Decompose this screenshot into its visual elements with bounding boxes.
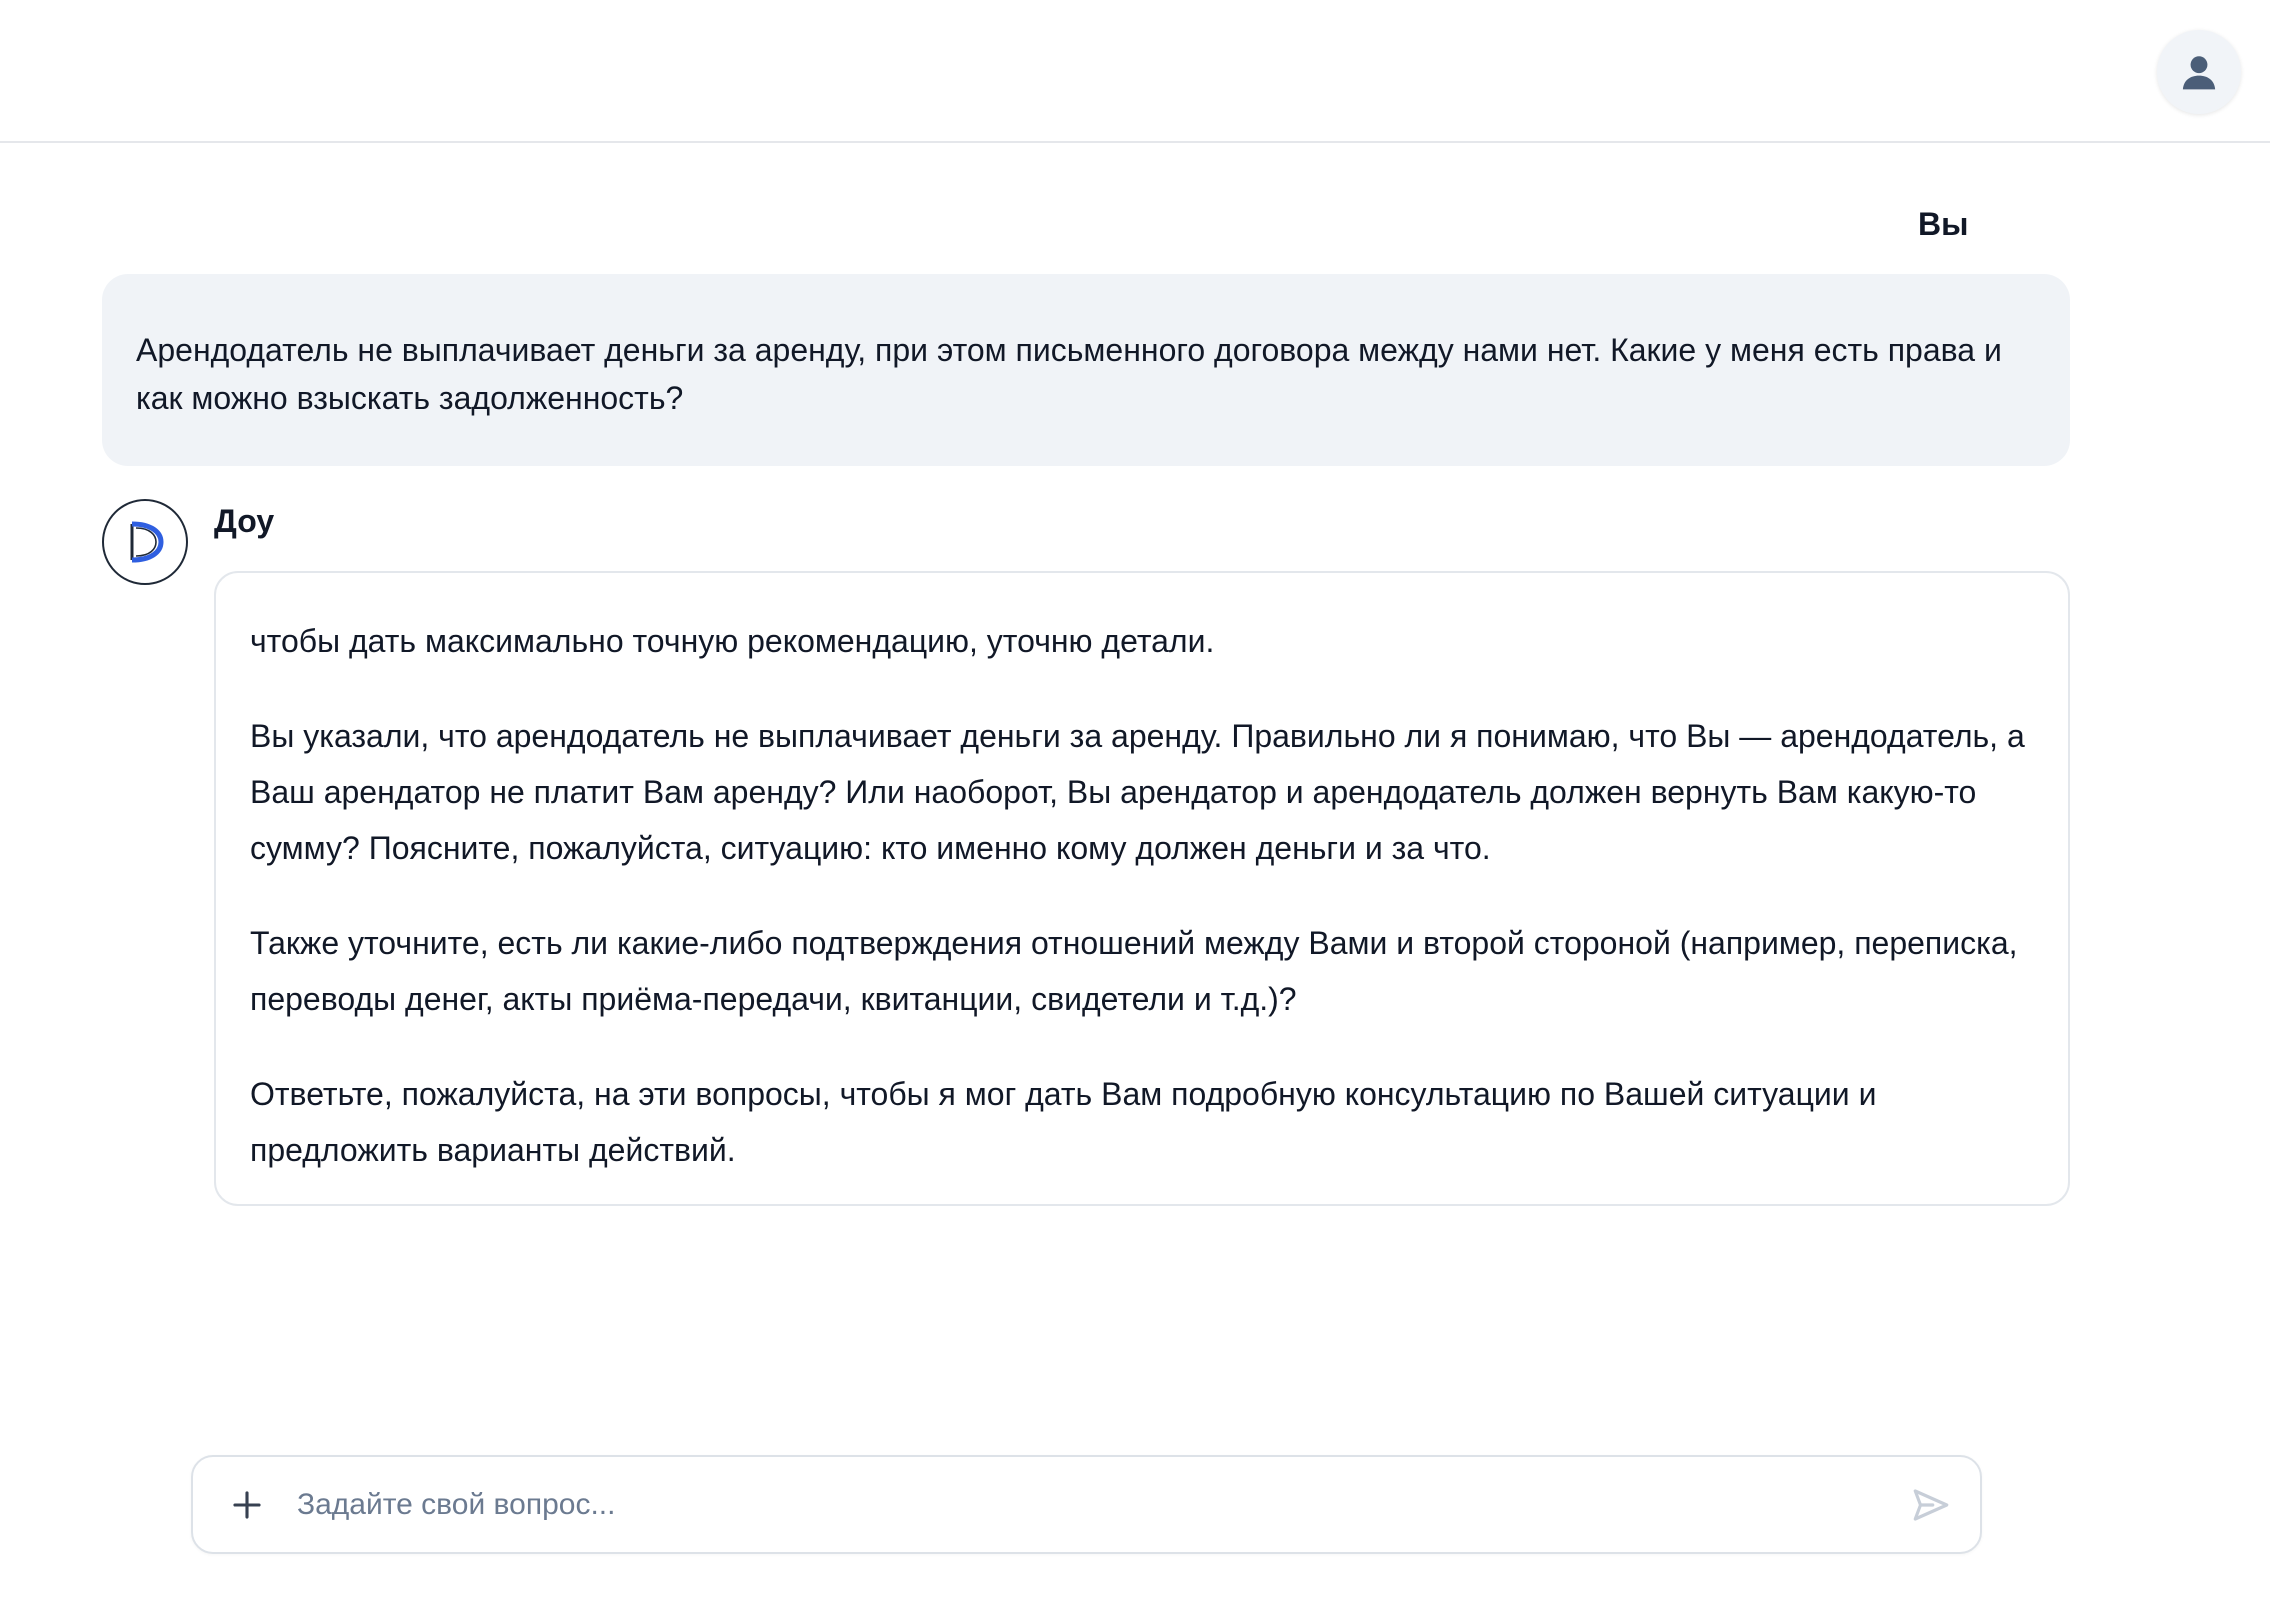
user-author-label: Вы <box>1918 206 1969 242</box>
top-bar <box>0 0 2270 143</box>
message-composer <box>191 1455 1982 1554</box>
attach-button[interactable] <box>223 1481 271 1529</box>
assistant-paragraph: Вы указали, что арендодатель не выплачивает деньги за аренду. Правильно ли я понимаю, что Вы — арендодатель, а Ваш арендатор не платит Вам аренду? Или наоборот, Вы арендатор и арендодатель должен вернуть Вам какую-то сумму? Поясните, пожалуйста, ситуацию: кто именно кому должен деньги и за что. <box>250 718 2025 866</box>
assistant-author-label: Доу <box>214 503 275 539</box>
brand-logo-icon <box>119 516 171 568</box>
question-input[interactable] <box>297 1479 1857 1531</box>
plus-icon <box>230 1488 264 1522</box>
assistant-message-bubble <box>214 571 2070 1206</box>
send-button[interactable] <box>1905 1479 1957 1531</box>
assistant-avatar <box>102 499 188 585</box>
user-message-text: Арендодатель не выплачивает деньги за аренду, при этом письменного договора между нами нет. Какие у меня есть права и как можно взыскать задолженность? <box>136 332 2002 416</box>
assistant-paragraph: чтобы дать максимально точную рекомендацию, уточню детали. <box>250 623 1215 659</box>
user-icon <box>2177 50 2221 94</box>
assistant-paragraph: Ответьте, пожалуйста, на эти вопросы, чтобы я мог дать Вам подробную консультацию по Вашей ситуации и предложить варианты действий. <box>250 1076 1877 1168</box>
profile-button[interactable] <box>2157 30 2241 114</box>
assistant-paragraph: Также уточните, есть ли какие-либо подтверждения отношений между Вами и второй стороной (например, переписка, переводы денег, акты приёма-передачи, квитанции, свидетели и т.д.)? <box>250 925 2018 1017</box>
send-icon <box>1910 1484 1952 1526</box>
user-message-bubble <box>102 274 2070 466</box>
